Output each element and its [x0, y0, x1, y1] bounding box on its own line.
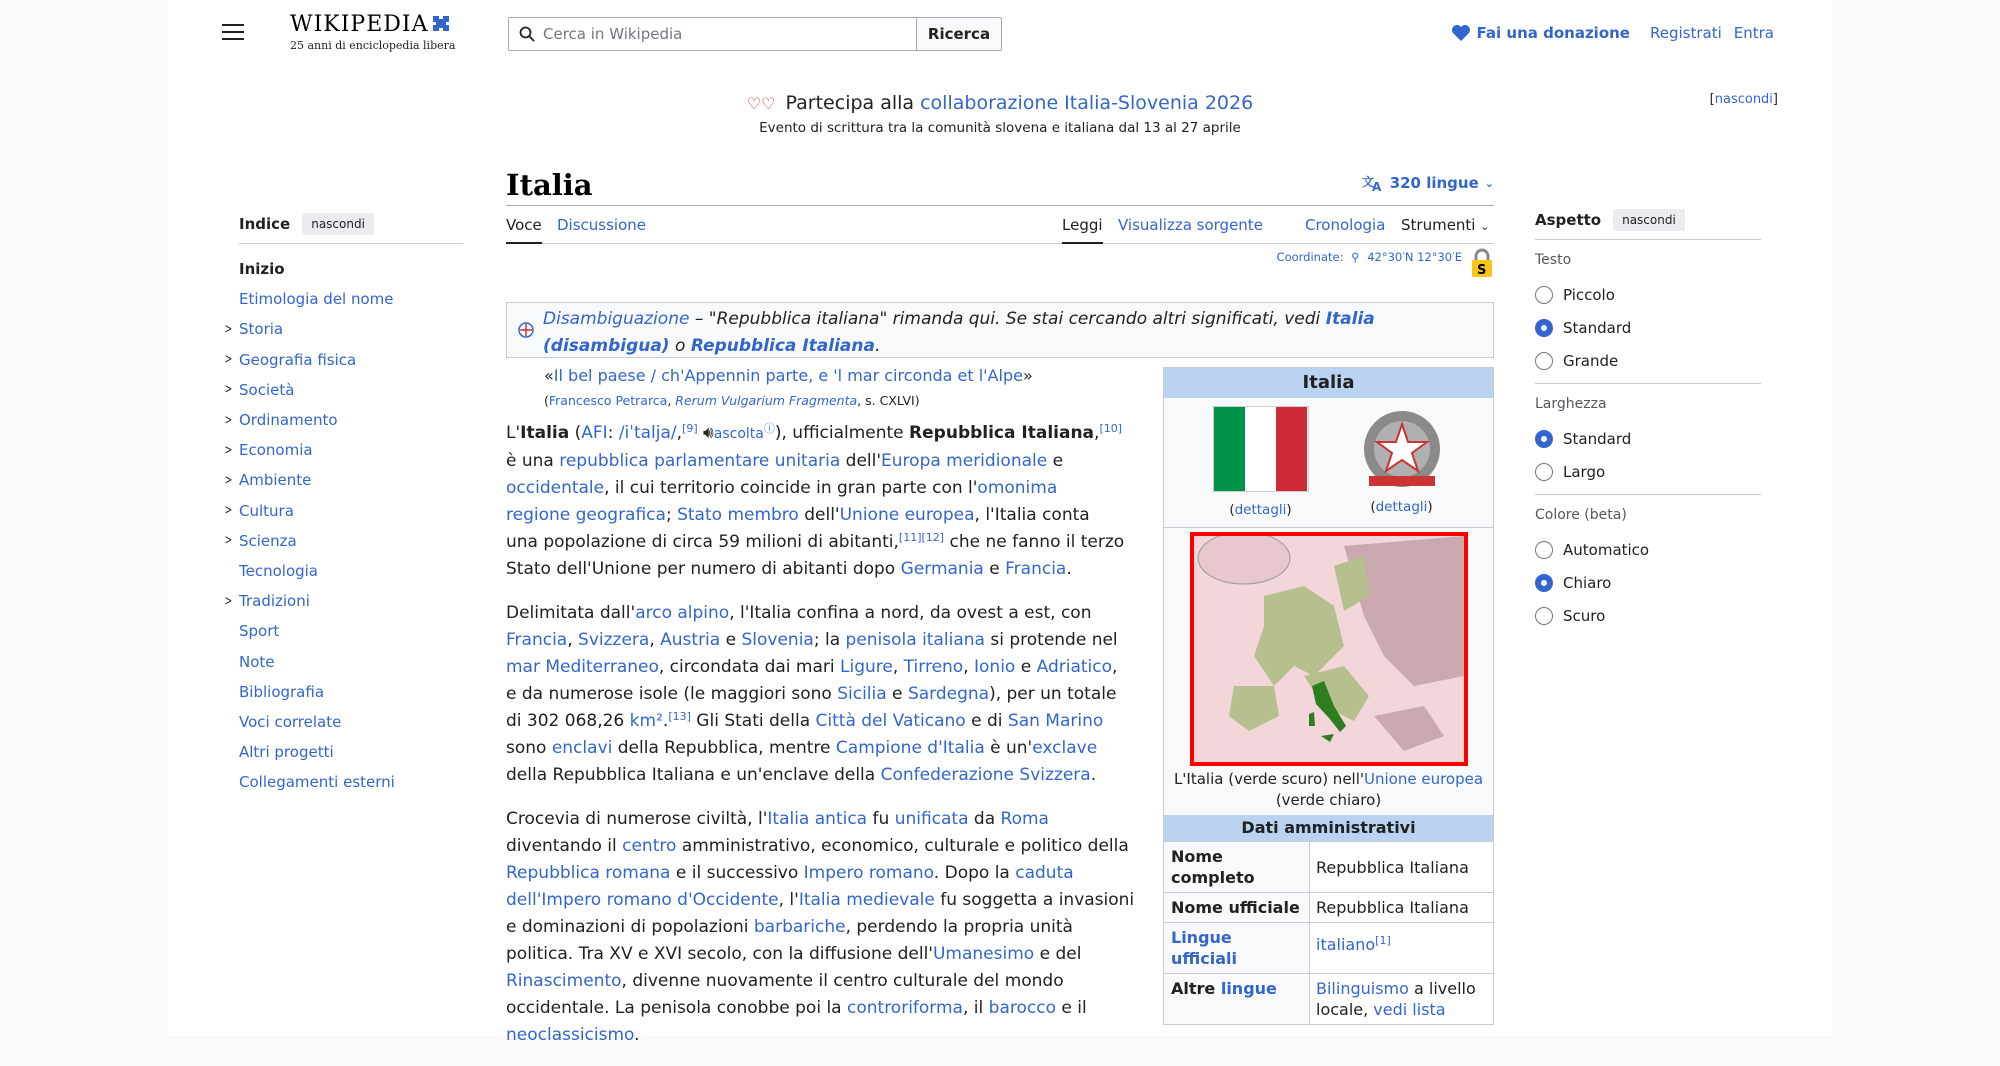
logo-tagline: 25 anni di enciclopedia libera	[290, 39, 456, 52]
link-arco-alpino[interactable]: arco alpino	[635, 603, 730, 623]
toc-item[interactable]	[239, 677, 463, 707]
toc-item[interactable]	[239, 284, 463, 314]
toc-item-label: Geografia fisica	[239, 350, 357, 369]
banner-subtitle: Evento di scrittura tra la comunità slovena e italiana dal 13 al 27 aprile	[759, 120, 1241, 136]
toc-item-label: Ambiente	[239, 471, 312, 490]
toc-item[interactable]	[224, 586, 463, 616]
link-italia-medievale[interactable]: Italia medievale	[798, 890, 935, 910]
toc-header	[239, 213, 463, 244]
chevron-right-icon[interactable]: >	[224, 533, 233, 549]
radio-label: Chiaro	[1563, 573, 1612, 592]
link-occidentale[interactable]: occidentale	[506, 478, 605, 498]
banner-hide-link[interactable]: nascondi	[1714, 92, 1773, 107]
tab-discussione[interactable]: Discussione	[557, 216, 646, 234]
radio-label: Largo	[1563, 462, 1606, 481]
link-slovenia[interactable]: Slovenia	[741, 630, 814, 650]
infobox-value: Bilinguismo a livello locale, vedi lista	[1309, 974, 1493, 1024]
link-caduta-impero[interactable]: caduta dell'Impero romano d'Occidente	[506, 863, 1074, 910]
color-label: Colore (beta)	[1535, 507, 1627, 523]
ref-13[interactable]: [13]	[668, 710, 691, 723]
infobox-key-link[interactable]: Lingue ufficiali	[1171, 928, 1237, 968]
register-link[interactable]: Registrati	[1649, 24, 1722, 42]
link-confederazione-svizzera[interactable]: Confederazione Svizzera	[880, 765, 1091, 785]
link-km2[interactable]: km²	[629, 711, 663, 731]
info-icon[interactable]: ⓘ	[763, 422, 775, 435]
text-size-label: Testo	[1535, 252, 1572, 268]
toc-item[interactable]	[224, 405, 463, 435]
ref-1[interactable]: [1]	[1375, 934, 1391, 947]
appearance-panel	[1535, 209, 1761, 638]
link-ligure[interactable]: Ligure	[840, 657, 893, 677]
toc-item-label: Collegamenti esterni	[239, 773, 395, 792]
flag-details-link[interactable]: dettagli	[1234, 502, 1287, 518]
map-caption-text-2: (verde chiaro)	[1275, 791, 1382, 809]
infobox-row	[1164, 892, 1493, 922]
toc-item-label: Economia	[239, 441, 313, 460]
language-count: 320 lingue	[1389, 174, 1479, 192]
login-link[interactable]: Entra	[1733, 24, 1774, 42]
central-notice-banner	[168, 92, 1832, 136]
listen-link[interactable]: ascolta	[713, 426, 764, 442]
color-option[interactable]	[1535, 599, 1761, 632]
width-label: Larghezza	[1535, 396, 1607, 412]
chevron-right-icon[interactable]: >	[224, 472, 233, 488]
toc-hide-button[interactable]: nascondi	[302, 213, 374, 235]
link-citta-del-vaticano[interactable]: Città del Vaticano	[815, 711, 966, 731]
svg-text:S: S	[1477, 263, 1487, 278]
main-menu-icon[interactable]	[222, 24, 244, 42]
toc-item[interactable]	[224, 435, 463, 465]
site-header	[168, 0, 1832, 70]
link-sicilia[interactable]: Sicilia	[837, 684, 887, 704]
text-size-option[interactable]	[1535, 344, 1761, 377]
tab-visualizza-sorgente[interactable]: Visualizza sorgente	[1118, 216, 1263, 234]
wikipedia-logo[interactable]	[290, 12, 455, 52]
search-box[interactable]	[508, 17, 917, 51]
heart-icon	[1451, 24, 1471, 42]
quote-work[interactable]: Rerum Vulgarium Fragmenta	[675, 393, 858, 408]
color-option[interactable]	[1535, 566, 1761, 599]
semi-protected-lock-icon[interactable]	[1470, 248, 1494, 278]
speaker-icon[interactable]: 🔊︎	[703, 423, 714, 443]
link-centro[interactable]: centro	[622, 836, 677, 856]
ipa-link[interactable]: AFI	[581, 423, 608, 443]
toc-item-label: Voci correlate	[239, 712, 342, 731]
lingue-link[interactable]: lingue	[1220, 979, 1277, 998]
quote-author[interactable]: Francesco Petrarca	[548, 393, 668, 408]
infobox-row	[1164, 973, 1493, 1024]
toc-item[interactable]	[224, 496, 463, 526]
logo-wordmark: WIKIPEDIA	[290, 12, 429, 37]
search-form	[508, 17, 1002, 51]
link-san-marino[interactable]: San Marino	[1007, 711, 1104, 731]
ref-11-12[interactable]: [11][12]	[898, 531, 945, 544]
map-figure	[1164, 528, 1493, 815]
article-body	[506, 420, 1136, 1066]
link-umanesimo[interactable]: Umanesimo	[932, 944, 1035, 964]
infobox-key: Altre lingue	[1171, 979, 1277, 998]
toc-item[interactable]	[239, 556, 463, 586]
radio-label: Piccolo	[1563, 285, 1615, 304]
link-svizzera[interactable]: Svizzera	[578, 630, 650, 650]
link-germania[interactable]: Germania	[900, 559, 984, 579]
appearance-header	[1535, 209, 1761, 240]
link-mar-mediterraneo[interactable]: mar Mediterraneo	[506, 657, 659, 677]
radio-button[interactable]	[1535, 286, 1553, 304]
toc-item-label: Inizio	[239, 260, 285, 279]
toc-item-label: Storia	[239, 320, 284, 339]
infobox-value: Repubblica Italiana	[1309, 842, 1493, 892]
quote-text[interactable]: Il bel paese / ch'Appennin parte, e 'l mar circonda et l'Alpe	[553, 366, 1023, 385]
link-austria[interactable]: Austria	[660, 630, 721, 650]
radio-label: Standard	[1563, 318, 1632, 337]
toc-item-label: Altri progetti	[239, 743, 334, 762]
radio-button[interactable]	[1535, 319, 1553, 337]
radio-button[interactable]	[1535, 352, 1553, 370]
puzzle-globe-icon	[429, 12, 453, 34]
link-repubblica-parlamentare[interactable]: repubblica parlamentare unitaria	[559, 451, 841, 471]
link-barbariche[interactable]: barbariche	[753, 917, 846, 937]
link-tirreno[interactable]: Tirreno	[903, 657, 964, 677]
toc-title: Indice	[239, 215, 291, 233]
chevron-right-icon[interactable]: >	[224, 442, 233, 458]
link-sardegna[interactable]: Sardegna	[907, 684, 990, 704]
text-size-group	[1535, 252, 1761, 384]
chevron-right-icon[interactable]: >	[224, 321, 233, 337]
appearance-hide-button[interactable]: nascondi	[1613, 209, 1685, 231]
italy-flag-image[interactable]	[1213, 406, 1309, 492]
page-tabs	[506, 212, 1494, 244]
chevron-right-icon[interactable]: >	[224, 412, 233, 428]
toc-item[interactable]	[224, 375, 463, 405]
svg-text:A: A	[1371, 180, 1381, 192]
svg-text:文: 文	[1361, 175, 1374, 189]
link-enclavi[interactable]: enclavi	[551, 738, 613, 758]
radio-button[interactable]	[1535, 607, 1553, 625]
link-controriforma[interactable]: controriforma	[847, 998, 963, 1018]
link-italia-antica[interactable]: Italia antica	[767, 809, 868, 829]
link-europa-meridionale[interactable]: Europa meridionale	[881, 451, 1048, 471]
banner-title	[168, 92, 1832, 114]
toc-item-label: Società	[239, 380, 295, 399]
infobox-value	[1309, 923, 1493, 973]
link-stato-membro[interactable]: Stato membro	[677, 505, 799, 525]
toc-item[interactable]	[239, 767, 463, 797]
width-option[interactable]	[1535, 455, 1761, 488]
link-unificata[interactable]: unificata	[894, 809, 969, 829]
epigraph-quote: «Il bel paese / ch'Appennin parte, e 'l mar circonda et l'Alpe» (Francesco Petrarca, Rerum Vulgarium Fragmenta, s. CXLVI)	[544, 366, 1064, 408]
link-repubblica-romana[interactable]: Repubblica romana	[506, 863, 671, 883]
tab-strumenti[interactable]	[1401, 216, 1489, 244]
paragraph-2: Delimitata dall'arco alpino, l'Italia confina a nord, da ovest a est, con Francia, Svizzera, Austria e Slovenia; la penisola italiana si protende nel mar Mediterraneo, circondata dai mari Ligure, Tirreno, Ionio e Adriatico, e da numerose isole (le maggiori sono Sicilia e Sardegna), per un totale di 302 068,26 km².[13] Gli Stati della Città del Vaticano e di San Marino sono enclavi della Repubblica, mentre Campione d'Italia è un'exclave della Repubblica Italiana e un'enclave della Confederazione Svizzera.	[506, 603, 1118, 785]
flags-hearts-icon: ♡♡	[746, 94, 776, 113]
map-pin-icon: ⚲	[1351, 250, 1360, 264]
tab-leggi[interactable]: Leggi	[1062, 216, 1103, 244]
toc-item-label: Sport	[239, 622, 280, 641]
appearance-title: Aspetto	[1535, 211, 1602, 229]
radio-button[interactable]	[1535, 574, 1553, 592]
toc-item[interactable]	[239, 616, 463, 646]
banner-prefix: Partecipa alla	[785, 92, 915, 114]
disambiguation-icon	[517, 321, 535, 339]
map-caption	[1164, 766, 1493, 815]
link-penisola-italiana[interactable]: penisola italiana	[845, 630, 985, 650]
radio-label: Standard	[1563, 429, 1632, 448]
ipa-pronunciation[interactable]: /iˈtalja/	[618, 423, 677, 443]
coordinates	[506, 250, 1494, 280]
search-button[interactable]: Ricerca	[917, 17, 1002, 51]
ref-9[interactable]: [9]	[682, 422, 698, 435]
search-input[interactable]	[543, 25, 903, 43]
banner-hide: [nascondi]	[1709, 92, 1778, 107]
toc-item[interactable]	[239, 737, 463, 767]
eu-locator-map[interactable]	[1190, 532, 1468, 766]
disambiguation-hatnote	[506, 302, 1494, 358]
quote-ref: , s. CXLVI)	[857, 393, 920, 408]
emblem-of-italy-image[interactable]	[1359, 406, 1445, 496]
bilinguismo-link[interactable]: Bilinguismo	[1316, 979, 1409, 998]
emblem-figure: (dettagli)	[1359, 406, 1445, 527]
radio-label: Automatico	[1563, 540, 1650, 559]
toc-item-label: Bibliografia	[239, 682, 325, 701]
hatnote-text-3: .	[874, 336, 881, 356]
vedi-lista-link[interactable]: vedi lista	[1373, 1000, 1446, 1019]
infobox-row	[1164, 841, 1493, 892]
chevron-right-icon[interactable]: >	[224, 382, 233, 398]
ref-10[interactable]: [10]	[1099, 422, 1123, 435]
toc-item[interactable]	[224, 345, 463, 375]
link-francia-2[interactable]: Francia	[506, 630, 568, 650]
paragraph-1: L'Italia (AFI: /iˈtalja/,[9] 🔊︎ascoltaⓘ), ufficialmente Repubblica Italiana,[10] è una repubblica parlamentare unitaria dell'Europa meridionale e occidentale, il cui territorio coincide in gran parte con l'omonima regione geografica; Stato membro dell'Unione europea, l'Italia conta una popolazione di circa 59 milioni di abitanti,[11][12] che ne fanno il terzo Stato dell'Unione per numero di abitanti dopo Germania e Francia.	[506, 422, 1125, 579]
color-group	[1535, 507, 1761, 638]
coordinates-value[interactable]: 42°30′N 12°30′E	[1367, 250, 1462, 264]
banner-link[interactable]: collaborazione Italia-Slovenia 2026	[920, 92, 1254, 114]
chevron-right-icon[interactable]: >	[224, 503, 233, 519]
map-caption-eu-link[interactable]: Unione europea	[1364, 770, 1484, 788]
link-regione-geografica[interactable]: omonima regione geografica	[506, 478, 1058, 525]
map-caption-text-1: L'Italia (verde scuro) nell'	[1173, 770, 1365, 788]
toc-item-label: Cultura	[239, 501, 294, 520]
infobox-row	[1164, 922, 1493, 973]
radio-button[interactable]	[1535, 541, 1553, 559]
text-size-option[interactable]	[1535, 278, 1761, 311]
toc-item-label: Note	[239, 652, 275, 671]
toc-item[interactable]	[239, 707, 463, 737]
page	[168, 0, 1832, 1045]
toc-item-label: Etimologia del nome	[239, 290, 394, 309]
table-of-contents	[224, 213, 463, 797]
infobox-section-header: Dati amministrativi	[1164, 815, 1493, 841]
link-impero-romano[interactable]: Impero romano	[803, 863, 934, 883]
page-title: Italia	[506, 168, 593, 202]
toc-item-label: Ordinamento	[239, 411, 338, 430]
chevron-down-icon: ⌄	[1480, 220, 1490, 233]
paragraph-3: Crocevia di numerose civiltà, l'Italia antica fu unificata da Roma diventando il centro amministrativo, economico, culturale e politico della Repubblica romana e il successivo Impero romano. Dopo la caduta dell'Impero romano d'Occidente, l'Italia medievale fu soggetta a invasioni e dominazioni di popolazioni barbariche, perdendo la propria unità politica. Tra XV e XVI secolo, con la diffusione dell'Umanesimo e del Rinascimento, divenne nuovamente il centro culturale del mondo occidentale. La penisola conobbe poi la controriforma, il barocco e il neoclassicismo.	[506, 809, 1135, 1045]
translate-icon	[1362, 174, 1384, 192]
toc-item[interactable]	[224, 526, 463, 556]
link-neoclassicismo[interactable]: neoclassicismo	[506, 1025, 635, 1045]
toc-item-label: Tradizioni	[239, 592, 310, 611]
hatnote-text-2: o	[669, 336, 691, 356]
hatnote-link-italia-disambigua[interactable]: Italia (disambigua)	[543, 309, 1375, 356]
infobox-value: Repubblica Italiana	[1309, 893, 1493, 922]
radio-label: Grande	[1563, 351, 1619, 370]
link-unione-europea[interactable]: Unione europea	[839, 505, 975, 525]
hatnote-text-1: – "Repubblica italiana" rimanda qui. Se stai cercando altri significati, vedi	[689, 309, 1326, 329]
coordinates-label[interactable]: Coordinate:	[1276, 250, 1344, 264]
link-rinascimento[interactable]: Rinascimento	[506, 971, 622, 991]
hatnote-link-disambiguazione[interactable]: Disambiguazione	[543, 309, 690, 329]
toc-item[interactable]	[224, 314, 463, 344]
link-ionio[interactable]: Ionio	[974, 657, 1016, 677]
infobox-title: Italia	[1164, 368, 1493, 398]
toc-item-label: Tecnologia	[239, 561, 318, 580]
user-links	[1451, 24, 1774, 42]
color-option[interactable]	[1535, 533, 1761, 566]
width-group	[1535, 396, 1761, 495]
donate-link[interactable]	[1451, 24, 1630, 42]
link-exclave[interactable]: exclave	[1032, 738, 1098, 758]
infobox-key: Nome completo	[1171, 847, 1255, 887]
search-icon	[519, 26, 535, 42]
emblem-details-link[interactable]: dettagli	[1375, 499, 1428, 515]
toc-item[interactable]	[224, 465, 463, 495]
link-barocco[interactable]: barocco	[988, 998, 1056, 1018]
italiano-link[interactable]: italiano	[1316, 935, 1376, 954]
quote-source: (Francesco Petrarca, Rerum Vulgarium Fragmenta, s. CXLVI)	[544, 393, 920, 408]
language-button[interactable]	[1362, 174, 1494, 192]
radio-button[interactable]	[1535, 430, 1553, 448]
infobox	[1163, 367, 1494, 1025]
donate-label: Fai una donazione	[1476, 24, 1630, 42]
text-size-option[interactable]	[1535, 311, 1761, 344]
flag-figure: (dettagli)	[1213, 406, 1309, 527]
toc-list	[224, 254, 463, 797]
toc-item-label: Scienza	[239, 531, 297, 550]
chevron-right-icon[interactable]: >	[224, 352, 233, 368]
toc-item[interactable]	[239, 646, 463, 676]
link-campione-d-italia[interactable]: Campione d'Italia	[835, 738, 985, 758]
radio-button[interactable]	[1535, 463, 1553, 481]
hatnote-link-repubblica-italiana[interactable]: Repubblica Italiana	[690, 336, 875, 356]
width-option[interactable]	[1535, 422, 1761, 455]
tools-label: Strumenti	[1401, 216, 1476, 234]
infobox-symbols	[1164, 398, 1493, 528]
chevron-right-icon[interactable]: >	[224, 593, 233, 609]
link-adriatico[interactable]: Adriatico	[1036, 657, 1113, 677]
toc-item[interactable]	[239, 254, 463, 284]
infobox-key: Nome ufficiale	[1171, 898, 1300, 917]
europe-map-graphic	[1194, 536, 1464, 762]
link-francia[interactable]: Francia	[1005, 559, 1067, 579]
title-row	[506, 164, 1494, 206]
tab-voce[interactable]: Voce	[506, 216, 542, 244]
chevron-down-icon: ⌄	[1484, 176, 1494, 190]
tab-cronologia[interactable]: Cronologia	[1305, 216, 1386, 234]
radio-label: Scuro	[1563, 606, 1606, 625]
link-roma[interactable]: Roma	[1000, 809, 1049, 829]
